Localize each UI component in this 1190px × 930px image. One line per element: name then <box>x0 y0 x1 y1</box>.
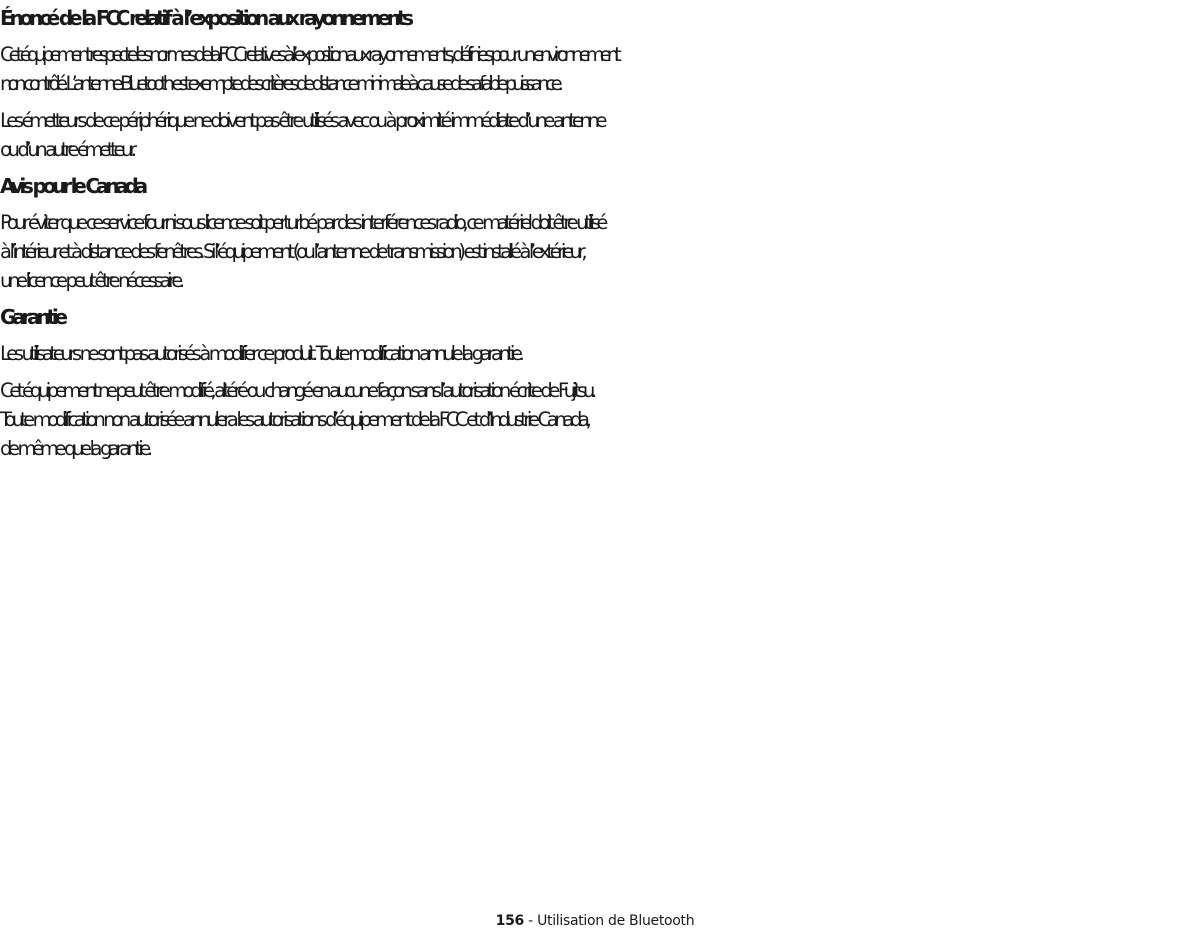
section-warranty <box>0 303 1190 463</box>
footer-separator: - <box>524 913 538 929</box>
paragraph <box>0 106 1190 164</box>
paragraph-line: Pour éviter que ce service fourni sous licence soit perturbé par des interférences radio, ce matériel doit être utilisé <box>0 211 605 234</box>
paragraph-line: Cet équipement ne peut être modifié, altéré ou changé en aucune façon sans l’autorisation écrite de Fujitsu. <box>0 379 593 402</box>
section-heading: Garantie <box>0 305 64 329</box>
paragraph-line: Cet équipement respecte les normes de la FCC relatives à l’exposition aux rayonnements, définies pour un environnement <box>0 43 617 66</box>
page-footer <box>0 912 1190 930</box>
page-number: 156 <box>495 913 524 929</box>
paragraph-line: non contrôlé. L’antenne Bluetooth est exempte des critères de distance minimale à cause de sa faible puissance. <box>0 72 559 95</box>
section-fcc-radiation <box>0 4 1190 164</box>
section-canada-notice <box>0 172 1190 295</box>
paragraph-line: à l’intérieur et à distance des fenêtres. Si l’équipement (ou l’antenne de transmission) est installé à l’extérieur, <box>0 240 584 263</box>
document-content <box>0 4 1190 471</box>
paragraph-line: Les utilisateurs ne sont pas autorisés à modifier ce produit. Toute modification annule la garantie. <box>0 342 521 365</box>
paragraph <box>0 376 1190 463</box>
paragraph-line: ou d’un autre émetteur. <box>0 138 133 161</box>
paragraph <box>0 40 1190 98</box>
section-heading: Avis pour le Canada <box>0 174 144 198</box>
paragraph <box>0 208 1190 295</box>
paragraph-line: Les émetteurs de ce périphérique ne doivent pas être utilisés avec ou à proximité immédiate d’une antenne <box>0 109 604 132</box>
chapter-title: Utilisation de Bluetooth <box>537 913 695 929</box>
paragraph-line: Toute modification non autorisée annulera les autorisations d’équipement de la FCC et d’Industrie Canada, <box>0 408 588 431</box>
section-heading: Énoncé de la FCC relatif à l’exposition aux rayonnements <box>0 6 410 30</box>
paragraph-line: une licence peut être nécessaire. <box>0 269 181 292</box>
paragraph-line: de même que la garantie. <box>0 437 149 460</box>
paragraph <box>0 339 1190 368</box>
